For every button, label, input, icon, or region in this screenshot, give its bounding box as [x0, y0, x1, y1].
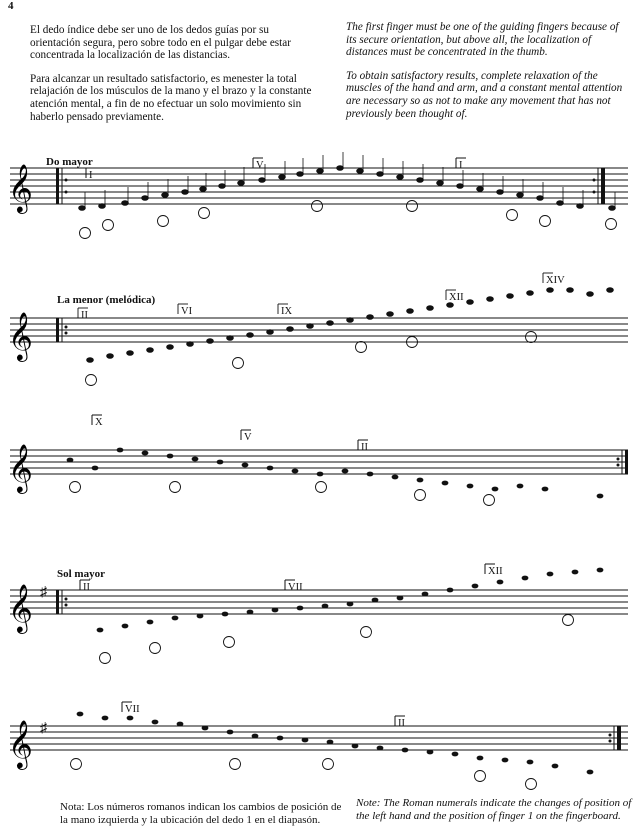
- string-circles-s4: [100, 615, 574, 664]
- notes-sol-mayor-desc: [77, 712, 594, 775]
- staff-la-menor: [0, 270, 638, 390]
- position-mark: II: [81, 310, 88, 321]
- position-mark: V: [244, 432, 252, 443]
- english-paragraph-2: To obtain satisfactory results, complete relaxation of the muscles of the hand and arm, and a constant mental attention are necessary so as not to make any movement that has not previously been thought of.: [346, 69, 623, 120]
- position-mark: XII: [449, 292, 464, 303]
- position-marks-s3: [92, 415, 368, 453]
- notes-la-menor: [87, 288, 614, 363]
- footnote-english: Note: The Roman numerals indicate the changes of position of the left hand and the position of finger 1 on the fingerboard.: [356, 797, 632, 822]
- section-title-la-menor: La menor (melódica): [57, 294, 156, 306]
- section-title-sol-mayor: Sol mayor: [57, 568, 105, 580]
- staff-la-menor-descending: [0, 410, 638, 510]
- treble-clef-icon: 𝄞: [8, 314, 33, 360]
- string-circles-s2: [86, 332, 537, 386]
- notes-sol-mayor: [97, 568, 604, 633]
- position-mark: VII: [288, 582, 303, 593]
- position-marks-s1: [86, 158, 466, 181]
- page-number: 4: [8, 0, 14, 12]
- position-mark: II: [83, 582, 90, 593]
- staff-sol-mayor-descending: [0, 696, 638, 796]
- spanish-paragraph-1: El dedo índice debe ser uno de los dedos guías por su orientación segura, pero sobre todo en el pulgar debe estar concentrada la localización de las distancias.: [30, 24, 291, 62]
- position-mark: XIV: [546, 275, 565, 286]
- treble-clef-icon: 𝄞: [8, 166, 33, 212]
- position-mark: IX: [281, 306, 293, 317]
- english-paragraph-1: The first finger must be one of the guiding fingers because of its secure orientation, but above all, the localization of distances must be concentrated in the thumb.: [346, 21, 619, 59]
- sharp-icon: ♯: [40, 585, 47, 600]
- english-intro: [346, 21, 631, 131]
- position-mark: II: [398, 718, 405, 729]
- position-mark: I: [89, 170, 93, 181]
- string-circles-s3: [70, 482, 495, 506]
- position-mark: XII: [488, 566, 503, 577]
- treble-clef-icon: 𝄞: [8, 446, 33, 492]
- position-mark: X: [95, 417, 103, 428]
- position-mark: VI: [181, 306, 193, 317]
- treble-clef-icon: 𝄞: [8, 586, 33, 632]
- section-title-do-mayor: Do mayor: [46, 156, 93, 168]
- position-marks-s4: [80, 564, 503, 593]
- string-circles-s5: [71, 759, 537, 790]
- position-mark: II: [361, 442, 368, 453]
- position-mark: I: [459, 160, 463, 171]
- spanish-intro: [30, 24, 322, 134]
- position-marks-s5: [122, 702, 405, 729]
- staff-sol-mayor: [0, 560, 638, 670]
- sharp-icon: ♯: [40, 721, 47, 736]
- staff-do-mayor: [0, 150, 638, 250]
- footnote-spanish: Nota: Los números romanos indican los cambios de posición de la mano izquierda y la ubicación del dedo 1 en el diapasón.: [60, 801, 342, 826]
- notes-la-menor-desc: [67, 448, 604, 499]
- string-circles-s1: [80, 201, 617, 239]
- spanish-paragraph-2: Para alcanzar un resultado satisfactorio, es menester la total relajación de los músculos de la mano y el brazo y la constante atención mental, a fin de no efectuar un solo movimiento sin haberlo pensado previamente.: [30, 72, 312, 123]
- position-mark: VII: [125, 704, 140, 715]
- treble-clef-icon: 𝄞: [8, 722, 33, 768]
- position-mark: V: [256, 160, 264, 171]
- notes-do-mayor: [79, 152, 616, 210]
